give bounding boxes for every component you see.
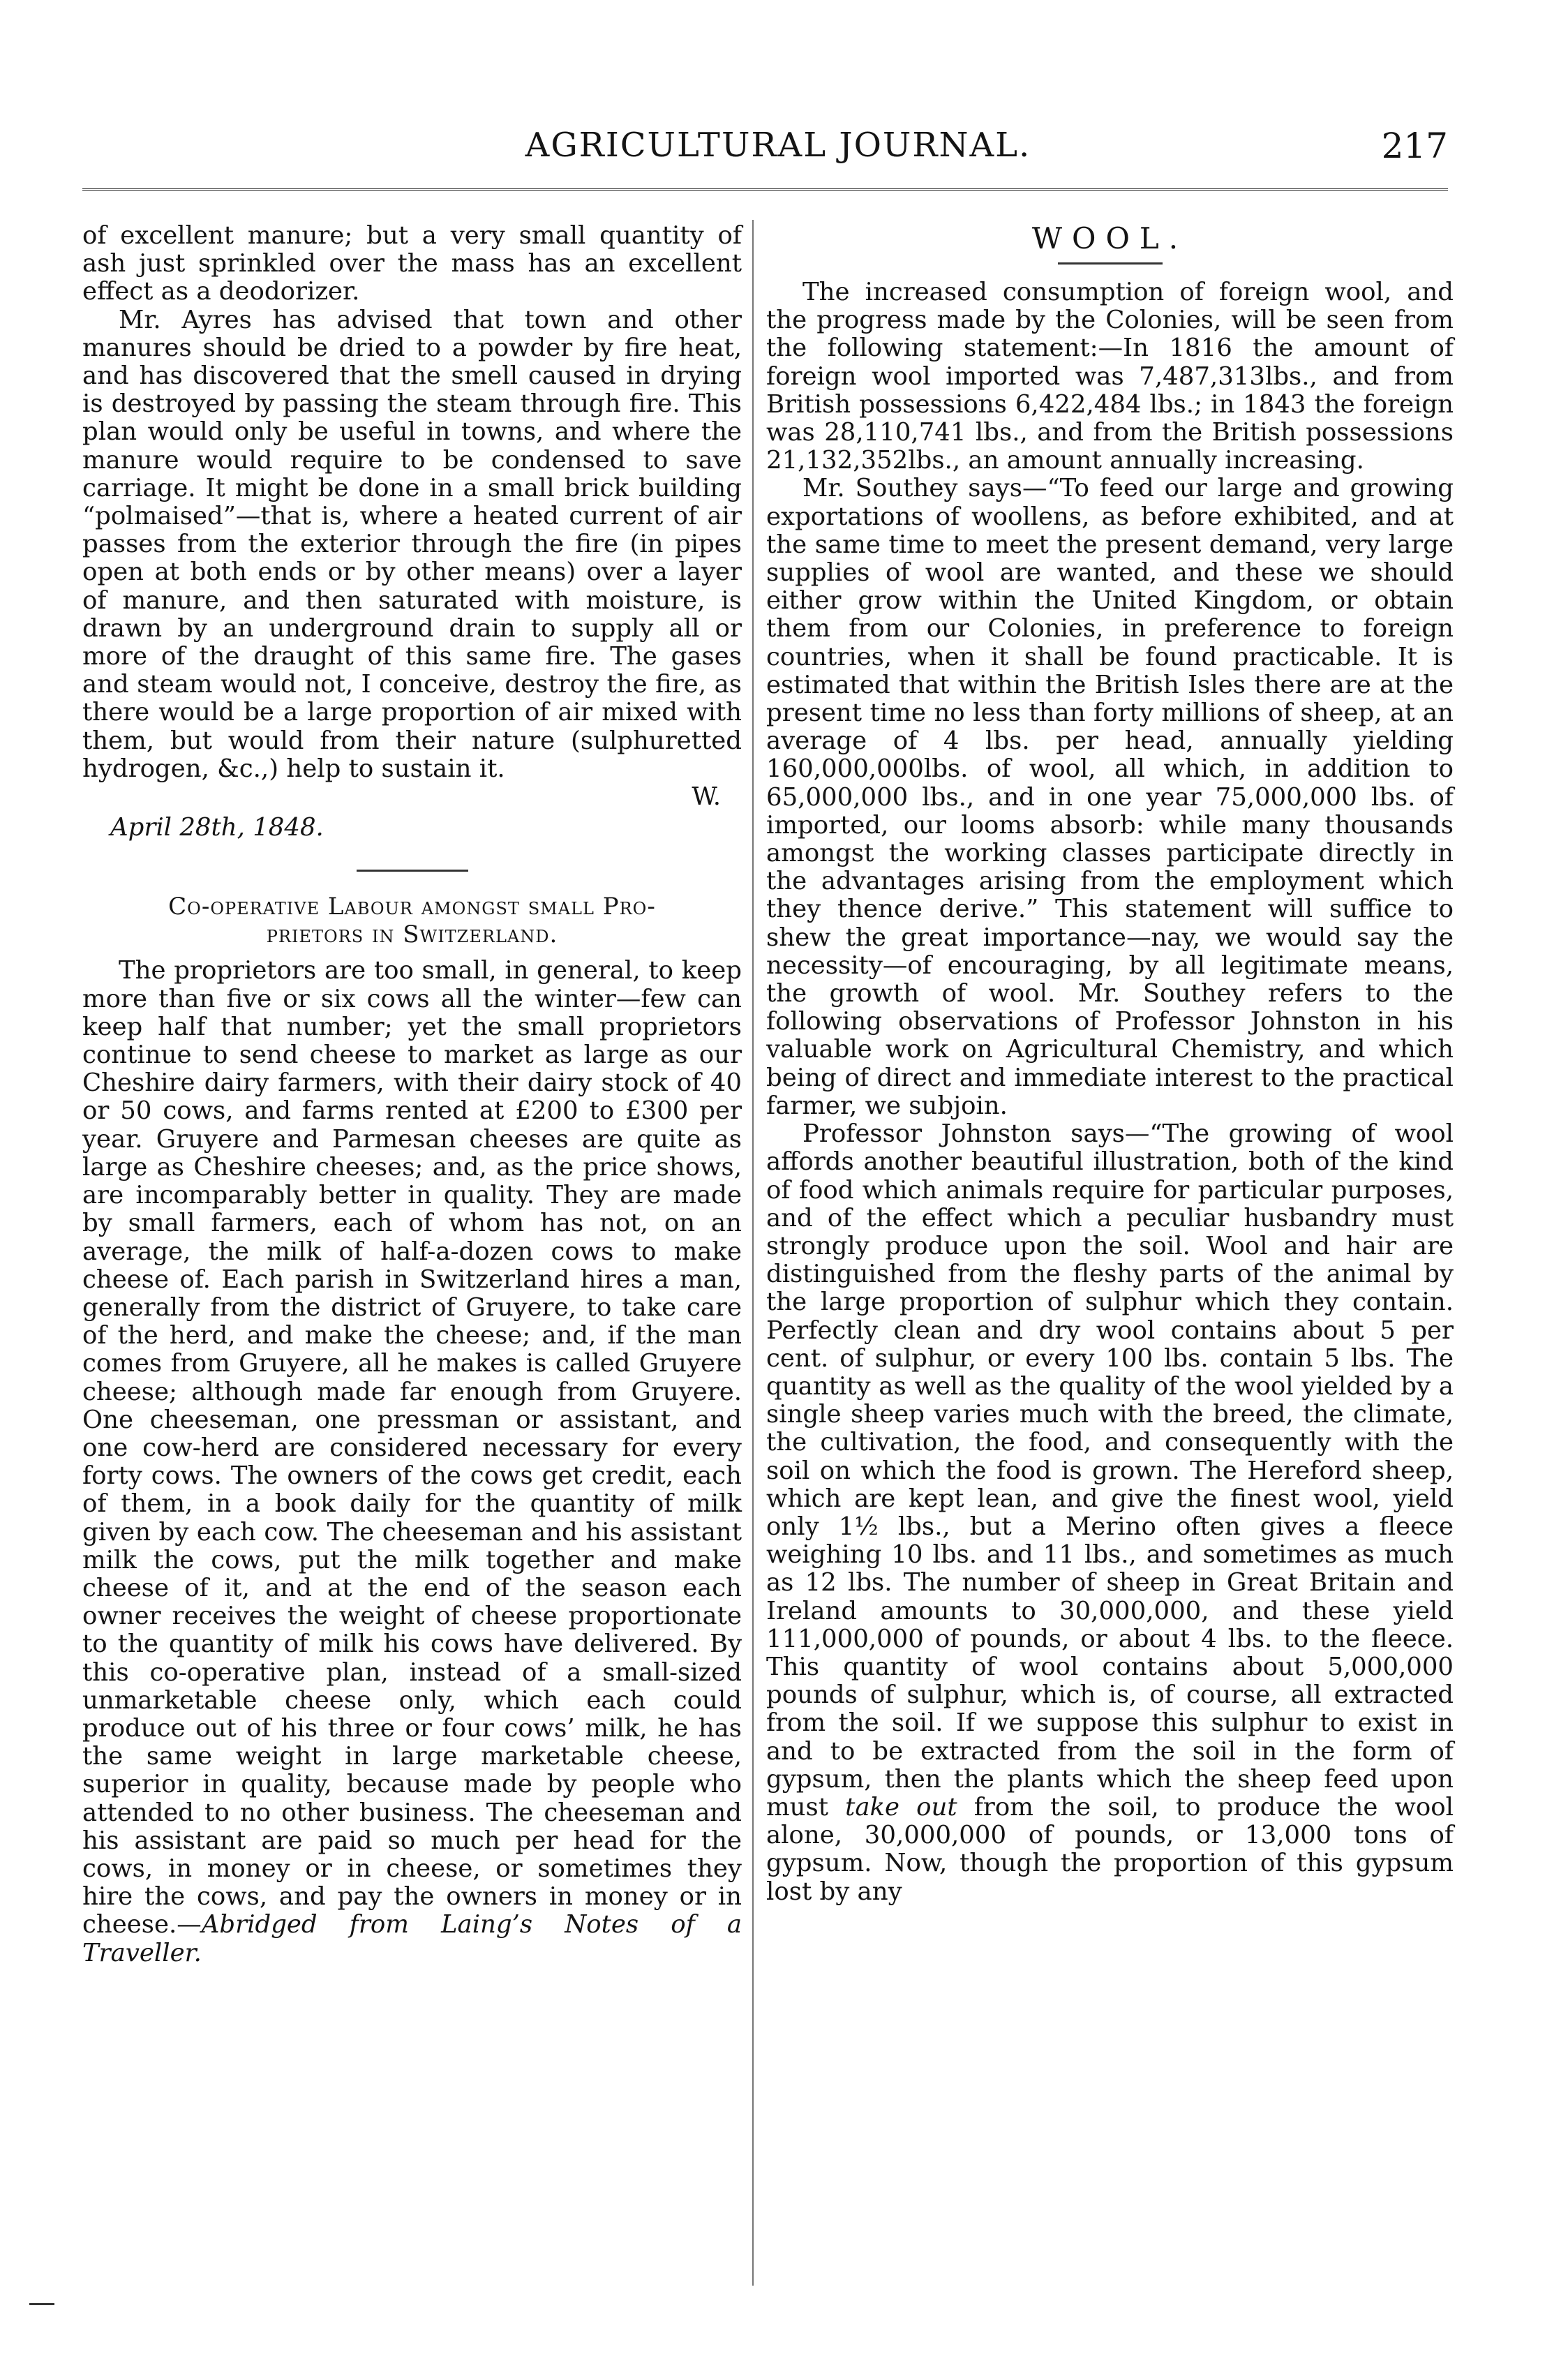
johnston-text-part-2: from the soil, to produce the wool alone, 30,000,000 of pounds, or 13,000 tons of gypsum. Now, though the proportion of this gypsum lost by any: [766, 1792, 1454, 1906]
section-separator: [357, 870, 468, 872]
author-signature: W.: [692, 782, 721, 812]
column-divider: [752, 220, 754, 2286]
cooperative-labour-heading: [82, 893, 742, 948]
running-title: AGRICULTURAL JOURNAL.: [525, 126, 1031, 165]
header-rule: [82, 188, 1448, 191]
signature-line: [82, 783, 742, 811]
johnston-text-part-1: Professor Johnston says—“The growing of wool affords another beautiful illustration, both of the kind of food which animals require for particular purposes, and of the effect which a peculiar husbandry must strongly produce upon the soil. Wool and hair are distinguished from the fleshy parts of the animal by the large proportion of sulphur which they contain. Perfectly clean and dry wool contains about 5 per cent. of sulphur, or every 100 lbs. contain 5 lbs. The quantity as well as the quality of the wool yielded by a single sheep varies much with the breed, the climate, the cultivation, the food, and consequently with the soil on which the food is grown. The Hereford sheep, which are kept lean, and give the finest wool, yield only 1½ lbs., but a Merino often gives a fleece weighing 10 lbs. and 11 lbs., and sometimes as much as 12 lbs. The number of sheep in Great Britain and Ireland amounts to 30,000,000, and these yield 111,000,000 of pounds, or about 4 lbs. to the fleece. This quantity of wool contains about 5,000,000 pounds of sulphur, which is, of course, all extracted from the soil. If we suppose this sulphur to exist in and to be extracted from the soil in the form of gypsum, then the plants which the sheep feed upon must: [766, 1119, 1454, 1822]
margin-dash: [29, 2303, 54, 2305]
wool-paragraph-southey: Mr. Southey says—“To feed our large and growing exportations of woollens, as before exhibited, and at the same time to meet the present demand, very large supplies of wool are wanted, and these we should either grow within the United Kingdom, or obtain them from our Colonies, in preference to foreign countries, when it shall be found practicable. It is estimated that within the British Isles there are at the present time no less than forty millions of sheep, at an average of 4 lbs. per head, annually yielding 160,000,000lbs. of wool, all which, in addition to 65,000,000 lbs., and in one year 75,000,000 lbs. of imported, our looms absorb: while many thousands amongst the working classes participate directly in the advantages arising from the employment which they thence derive.” This statement will suffice to shew the great importance—nay, we would say the necessity—of encouraging, by all legitimate means, the growth of wool. Mr. Southey refers to the following observations of Professor Johnston in his valuable work on Agricultural Chemistry, and which being of direct and immediate interest to the practical farmer, we subjoin.: [766, 474, 1454, 1120]
wool-paragraph-johnston: [766, 1120, 1454, 1906]
cooperative-labour-heading-line-1: Co-operative Labour amongst small Pro-: [168, 893, 656, 921]
cooperative-labour-heading-line-2: prietors in Switzerland.: [266, 921, 558, 949]
source-attribution: Abridged from Laing’s Notes of a Traveller.: [82, 1910, 742, 1967]
wool-paragraph-statistics: The increased consumption of foreign wool, and the progress made by the Colonies, will be seen from the following statement:—In 1816 the amount of foreign wool imported was 7,487,313lbs., and from British possessions 6,422,484 lbs.; in 1843 the foreign was 28,110,741 lbs., and from the British possessions 21,132,352lbs., an amount annually increasing.: [766, 278, 1454, 475]
manure-paragraph-continued: of excellent manure; but a very small quantity of ash just sprinkled over the mass has an excellent effect as a deodorizer.: [82, 221, 742, 306]
manure-paragraph-ayres: Mr. Ayres has advised that town and other manures should be dried to a powder by fire heat, and has discovered that the smell caused in drying is destroyed by passing the steam through fire. This plan would only be useful in towns, and where the manure would require to be condensed to save carriage. It might be done in a small brick building “polmaised”—that is, where a heated current of air passes from the exterior through the fire (in pipes open at both ends or by other means) over a layer of manure, and then saturated with moisture, is drawn by an underground drain to supply all or more of the draught of this same fire. The gases and steam would not, I conceive, destroy the fire, as there would be a large proportion of air mixed with them, but would from their nature (sulphuretted hydrogen, &c.,) help to sustain it.: [82, 305, 742, 783]
page-number: 217: [1381, 126, 1448, 166]
cooperative-labour-paragraph: [82, 957, 742, 1967]
cooperative-labour-text: The proprietors are too small, in general, to keep more than five or six cows all the winter—few can keep half that number; yet the small proprietors continue to send cheese to market as large as our Cheshire dairy farmers, with their dairy stock of 40 or 50 cows, and farms rented at £200 to £300 per year. Gruyere and Parmesan cheeses are quite as large as Cheshire cheeses; and, as the price shows, are incomparably better in quality. They are made by small farmers, each of whom has not, on an average, the milk of half-a-dozen cows to make cheese of. Each parish in Switzerland hires a man, generally from the district of Gruyere, to take care of the herd, and make the cheese; and, if the man comes from Gruyere, all he makes is called Gruyere cheese; although made far enough from Gruyere. One cheeseman, one pressman or assistant, and one cow-herd are considered necessary for every forty cows. The owners of the cows get credit, each of them, in a book daily for the quantity of milk given by each cow. The cheeseman and his assistant milk the cows, put the milk together and make cheese of it, and at the end of the season each owner receives the weight of cheese proportionate to the quantity of milk his cows have delivered. By this co-operative plan, instead of a small-sized unmarketable cheese only, which each could produce out of his three or four cows’ milk, he has the same weight in large marketable cheese, superior in quality, because made by people who attended to no other business. The cheeseman and his assistant are paid so much per head for the cows, in money or in cheese, or sometimes they hire the cows, and pay the owners in money or in cheese.—: [82, 956, 742, 1939]
left-column: [82, 222, 742, 2291]
johnston-emphasis: take out: [845, 1792, 957, 1822]
right-column: [766, 222, 1454, 2291]
letter-date: April 28th, 1848.: [110, 813, 324, 842]
page-header: [0, 119, 1568, 181]
heading-rule: [1058, 262, 1163, 265]
wool-heading: WOOL.: [1031, 221, 1188, 255]
